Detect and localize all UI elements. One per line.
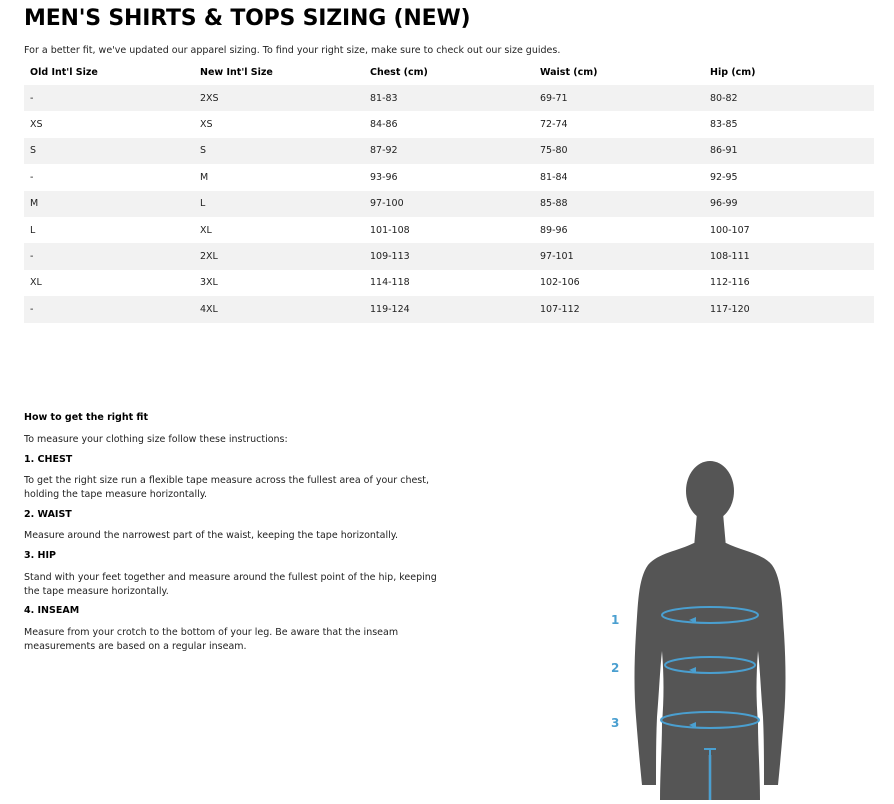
cell-new-size: S: [194, 138, 364, 164]
cell-old-size: -: [24, 243, 194, 269]
cell-chest: 114-118: [370, 277, 410, 289]
silhouette-neck: [694, 513, 726, 547]
step-hip-text: Stand with your feet together and measure around the fullest point of the hip, keeping the tape measure horizontally.: [24, 572, 437, 597]
step-chest-title: 1. CHEST: [24, 454, 73, 465]
page-title: MEN'S SHIRTS & TOPS SIZING (NEW): [24, 6, 471, 31]
cell-new-size: XL: [200, 224, 212, 236]
header-chest: Chest (cm): [370, 67, 428, 78]
cell-waist: 97-101: [534, 243, 704, 269]
cell-hip: 117-120: [704, 296, 874, 322]
table-row: [24, 296, 874, 322]
header-new-intl-size: New Int'l Size: [200, 67, 273, 78]
step-waist-title: 2. WAIST: [24, 509, 72, 520]
cell-hip: 100-107: [710, 224, 750, 236]
cell-new-size: M: [200, 171, 209, 183]
table-row: [24, 243, 874, 269]
table-header-row: [24, 60, 874, 85]
cell-old-size: -: [24, 85, 194, 111]
table-row: [24, 270, 874, 296]
cell-old-size: S: [24, 138, 194, 164]
cell-chest: 119-124: [364, 296, 534, 322]
cell-new-size: 2XS: [194, 85, 364, 111]
cell-waist: 81-84: [540, 171, 568, 183]
table-row: [24, 138, 874, 164]
table-row: [24, 164, 874, 190]
step-waist-text: Measure around the narrowest part of the waist, keeping the tape horizontally.: [24, 530, 399, 541]
header-waist: Waist (cm): [540, 67, 598, 78]
silhouette-head: [686, 461, 734, 521]
cell-waist: 75-80: [534, 138, 704, 164]
header-old-intl-size: Old Int'l Size: [30, 67, 98, 78]
table-row: [24, 217, 874, 243]
step-inseam-title: 4. INSEAM: [24, 605, 80, 616]
cell-chest: 81-83: [364, 85, 534, 111]
cell-old-size: M: [24, 191, 194, 217]
cell-new-size: 2XL: [194, 243, 364, 269]
body-silhouette-icon: [600, 455, 860, 800]
cell-chest: 101-108: [370, 224, 410, 236]
cell-hip: 96-99: [704, 191, 874, 217]
fit-guide-intro: To measure your clothing size follow these instructions:: [24, 434, 288, 445]
cell-chest: 93-96: [370, 171, 398, 183]
cell-old-size: -: [24, 296, 194, 322]
cell-waist: 89-96: [540, 224, 568, 236]
fit-guide-heading: How to get the right fit: [24, 412, 149, 423]
cell-waist: 102-106: [540, 277, 580, 289]
cell-chest: 97-100: [364, 191, 534, 217]
intro-text: For a better fit, we've updated our apparel sizing. To find your right size, make sure to check out our size guides.: [24, 45, 561, 56]
marker-waist: 2: [611, 661, 620, 675]
table-row: [24, 85, 874, 111]
cell-new-size: L: [194, 191, 364, 217]
table-row: [24, 111, 874, 137]
cell-hip: 112-116: [710, 277, 750, 289]
step-hip-title: 3. HIP: [24, 550, 56, 561]
cell-waist: 85-88: [534, 191, 704, 217]
cell-chest: 109-113: [364, 243, 534, 269]
cell-waist: 69-71: [534, 85, 704, 111]
step-chest-text: To get the right size run a flexible tape measure across the fullest area of your chest, holding the tape measure horizontally.: [24, 475, 430, 500]
cell-waist: 72-74: [540, 119, 568, 131]
cell-new-size: 4XL: [194, 296, 364, 322]
table-row: [24, 191, 874, 217]
cell-old-size: -: [30, 171, 34, 183]
cell-hip: 108-111: [704, 243, 874, 269]
cell-waist: 107-112: [534, 296, 704, 322]
cell-new-size: 3XL: [200, 277, 218, 289]
cell-chest: 84-86: [370, 119, 398, 131]
cell-old-size: XS: [30, 119, 43, 131]
body-measurement-figure: [600, 455, 860, 800]
cell-chest: 87-92: [364, 138, 534, 164]
marker-hip: 3: [611, 716, 620, 730]
cell-hip: 92-95: [710, 171, 738, 183]
cell-hip: 80-82: [704, 85, 874, 111]
cell-hip: 86-91: [704, 138, 874, 164]
step-inseam-text: Measure from your crotch to the bottom of your leg. Be aware that the inseam measurements are based on a regular inseam.: [24, 627, 399, 652]
cell-old-size: L: [30, 224, 36, 236]
cell-new-size: XS: [200, 119, 213, 131]
size-table: [24, 60, 874, 323]
marker-chest: 1: [611, 613, 620, 627]
cell-old-size: XL: [30, 277, 42, 289]
header-hip: Hip (cm): [710, 67, 756, 78]
cell-hip: 83-85: [710, 119, 738, 131]
